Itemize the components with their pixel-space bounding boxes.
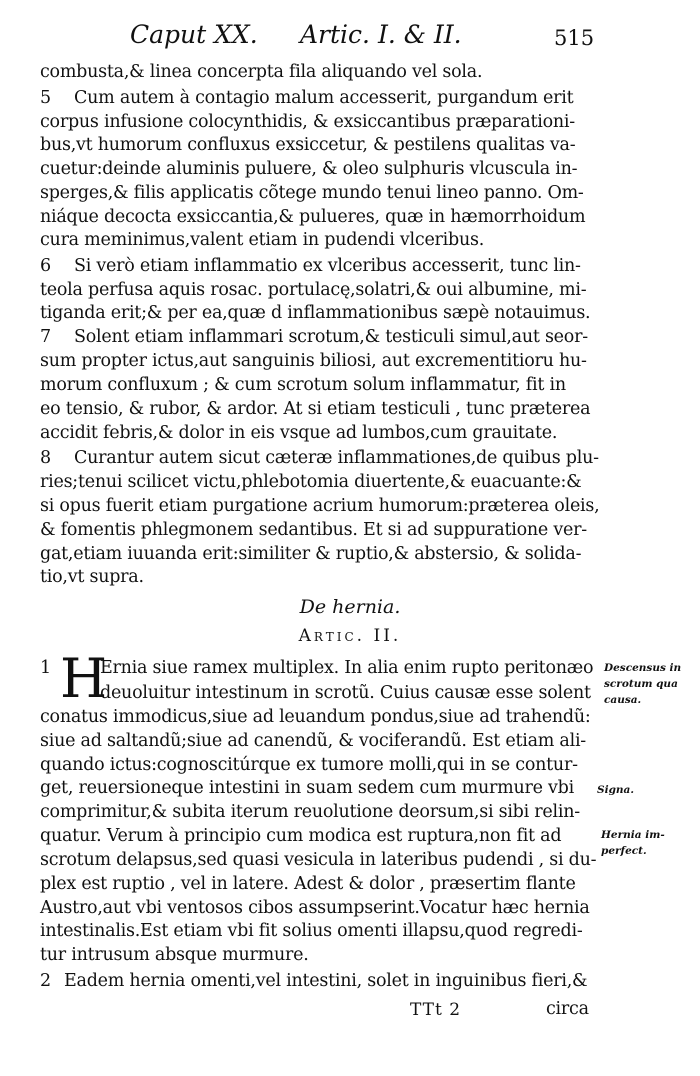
text-line: siue ad saltandũ;siue ad canendũ, & vociferandũ. Est etiam ali- bbox=[40, 731, 586, 751]
paragraph-number: 2 bbox=[40, 971, 52, 991]
text-line: cuetur:deinde aluminis puluere, & oleo sulphuris vlcuscula in- bbox=[40, 159, 578, 179]
paragraph-number: 1 bbox=[40, 658, 52, 678]
paragraph-number: 7 bbox=[40, 327, 52, 347]
text-line: Eadem hernia omenti,vel intestini, solet in inguinibus fieri,& bbox=[64, 971, 588, 991]
text-line: tio,vt supra. bbox=[40, 567, 144, 587]
text-line: teola perfusa aquis rosac. portulacę,solatri,& oui albumine, mi- bbox=[40, 280, 587, 300]
text-line: combusta,& linea concerpta fila aliquando vel sola. bbox=[40, 62, 483, 82]
text-line: Austro,aut vbi ventosos cibos assumpserint.Vocatur hæc hernia bbox=[40, 898, 590, 918]
text-line: sum propter ictus,aut sanguinis biliosi, aut excrementitioru hu- bbox=[40, 351, 587, 371]
catchword: circa bbox=[546, 999, 589, 1019]
running-header bbox=[0, 20, 700, 60]
section-title: De hernia. bbox=[299, 596, 401, 618]
text-line: ries;tenui scilicet victu,phlebotomia diuertente,& euacuante:& bbox=[40, 472, 582, 492]
text-line: accidit febris,& dolor in eis vsque ad lumbos,cum grauitate. bbox=[40, 423, 558, 443]
text-line: intestinalis.Est etiam vbi fit solius omenti illapsu,quod regredi- bbox=[40, 921, 583, 941]
paragraph-number: 8 bbox=[40, 448, 52, 468]
text-line: quatur. Verum à principio cum modica est ruptura,non fit ad bbox=[40, 826, 562, 846]
paragraph-number: 6 bbox=[40, 256, 52, 276]
text-line: Solent etiam inflammari scrotum,& testiculi simul,aut seor- bbox=[74, 327, 588, 347]
book-page: Caput XX. Artic. I. & II. 515 combusta,& linea concerpta fila aliquando vel sola. 5 Cum autem à contagio malum accesserit, purgandum erit corpus infusione colocynthidis, & exsiccantibus præparationi- bus,vt humorum confluxus exsiccetur, & pestilens qualitas va- cuetur:deinde aluminis puluere, & oleo sulphuris vlcuscula in- sperges,& filis applicatis cõtege mundo tenui lineo panno. Om- niáque decocta exsiccantia,& pulueres, quæ in hæmorrhoidum cura meminimus,valent etiam in pudendi vlceribus. 6 Si verò etiam inflammatio ex vlceribus accesserit, tunc lin- teola perfusa aquis rosac. portulacę,solatri,& oui albumine, mi- tiganda erit;& per ea,quæ d inflammationibus sæpè notauimus. 7 Solent etiam inflammari scrotum,& testiculi simul,aut seor- sum propter ictus,aut sanguinis biliosi, aut excrementitioru hu- morum confluxum ; & cum scrotum solum inflammatur, fit in eo tensio, & rubor, & ardor. At si etiam testiculi , tunc præterea accidit febris,& dolor in eis vsque ad lumbos,cum grauitate. 8 Curantur autem sicut cæteræ inflammationes,de quibus plu- ries;tenui scilicet victu,phlebotomia diuertente,& euacuante:& si opus fuerit etiam purgatione acrium humorum:præterea oleis, & fomentis phlegmonem sedantibus. Et si ad suppuratione ver- gat,etiam iuuanda erit:similiter & ruptio,& abstersio, & solida- tio,vt supra. De hernia. Artic. II. 1 H Ernia siue ramex multiplex. In alia enim rupto peritonæo deuoluitur intestinum in scrotũ. Cuius causæ esse solent conatus immodicus,siue ad leuandum pondus,siue ad trahendũ: siue ad saltandũ;siue ad canendũ, & vociferandũ. Est etiam ali- quando ictus:cognoscitúrque ex tumore molli,qui in se contur- get, reuersioneque intestini in suam sedem cum murmure vbi comprimitur,& subita iterum reuolutione deorsum,si sibi relin- quatur. Verum à principio cum modica est ruptura,non fit ad scrotum delapsus,sed quasi vesicula in lateribus pudendi , si du- plex est ruptio , vel in latere. Adest & dolor , præsertim flante Austro,aut vbi ventosos cibos assumpserint.Vocatur hæc hernia intestinalis.Est etiam vbi fit solius omenti illapsu,quod regredi- tur intrusum absque murmure. 2 Eadem hernia omenti,vel intestini, solet in inguinibus fieri,& Descensus in scrotum qua causa. Signa. Hernia im- perfect. TTt 2 circa bbox=[0, 0, 700, 1076]
text-line: bus,vt humorum confluxus exsiccetur, & pestilens qualitas va- bbox=[40, 135, 576, 155]
text-line: Cum autem à contagio malum accesserit, purgandum erit bbox=[74, 88, 574, 108]
margin-note-signa: Signa. bbox=[597, 784, 635, 796]
text-line: eo tensio, & rubor, & ardor. At si etiam testiculi , tunc præterea bbox=[40, 399, 591, 419]
paragraph-number: 5 bbox=[40, 88, 52, 108]
text-line: Si verò etiam inflammatio ex vlceribus accesserit, tunc lin- bbox=[74, 256, 581, 276]
text-line: get, reuersioneque intestini in suam sedem cum murmure vbi bbox=[40, 778, 574, 798]
text-line: & fomentis phlegmonem sedantibus. Et si ad suppuratione ver- bbox=[40, 520, 587, 540]
text-line: si opus fuerit etiam purgatione acrium humorum:præterea oleis, bbox=[40, 496, 600, 516]
text-line: tur intrusum absque murmure. bbox=[40, 945, 309, 965]
text-line: scrotum delapsus,sed quasi vesicula in lateribus pudendi , si du- bbox=[40, 850, 597, 870]
text-line: plex est ruptio , vel in latere. Adest & dolor , præsertim flante bbox=[40, 874, 576, 894]
text-line: tiganda erit;& per ea,quæ d inflammationibus sæpè notauimus. bbox=[40, 303, 591, 323]
signature-mark: TTt 2 bbox=[410, 1000, 462, 1020]
text-line: conatus immodicus,siue ad leuandum pondus,siue ad trahendũ: bbox=[40, 707, 591, 727]
text-line: Curantur autem sicut cæteræ inflammationes,de quibus plu- bbox=[74, 448, 599, 468]
text-line: sperges,& filis applicatis cõtege mundo tenui lineo panno. Om- bbox=[40, 183, 584, 203]
drop-cap: H bbox=[60, 647, 108, 710]
text-line: corpus infusione colocynthidis, & exsiccantibus præparationi- bbox=[40, 112, 575, 132]
text-line: quando ictus:cognoscitúrque ex tumore molli,qui in se contur- bbox=[40, 755, 578, 775]
text-line: comprimitur,& subita iterum reuolutione deorsum,si sibi relin- bbox=[40, 802, 580, 822]
text-line: cura meminimus,valent etiam in pudendi vlceribus. bbox=[40, 230, 485, 250]
text-line: niáque decocta exsiccantia,& pulueres, quæ in hæmorrhoidum bbox=[40, 207, 586, 227]
page-number: 515 bbox=[554, 26, 595, 50]
article-heading: Artic. II. bbox=[298, 626, 402, 646]
article-heading-top: Artic. I. & II. bbox=[300, 20, 462, 49]
text-line: morum confluxum ; & cum scrotum solum inflammatur, fit in bbox=[40, 375, 566, 395]
text-line: deuoluitur intestinum in scrotũ. Cuius causæ esse solent bbox=[100, 683, 591, 703]
text-line: Ernia siue ramex multiplex. In alia enim rupto peritonæo bbox=[100, 658, 594, 678]
chapter-heading: Caput XX. bbox=[130, 20, 258, 49]
text-line: gat,etiam iuuanda erit:similiter & ruptio,& abstersio, & solida- bbox=[40, 544, 582, 564]
